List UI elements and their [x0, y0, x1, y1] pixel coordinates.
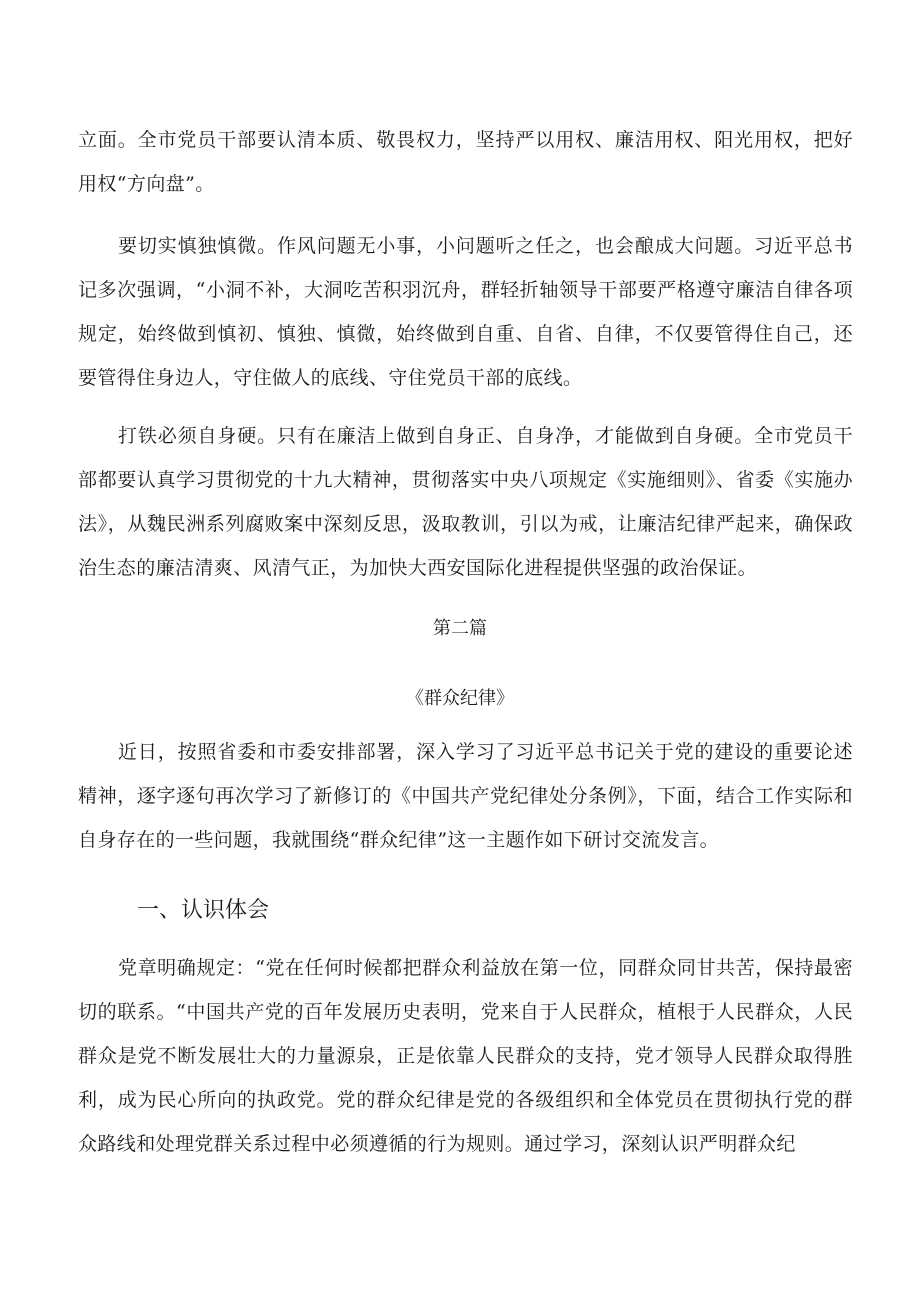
heading-understanding: 一、认识体会 [137, 898, 270, 923]
paragraph-continued: 立面。全市党员干部要认清本质、敬畏权力，坚持严以用权、廉洁用权、阳光用权，把好用权“方向盘”。 [78, 129, 853, 195]
paragraph-self-hardness: 打铁必须自身硬。只有在廉洁上做到自身正、自身净，才能做到自身硬。全市党员干部都要认真学习贯彻党的十九大精神，贯彻落实中央八项规定《实施细则》、省委《实施办法》，从魏民洲系列腐败案中深刻反思，汲取教训，引以为戒，让廉洁纪律严起来，确保政治生态的廉洁清爽、风清气正，为加快大西安国际化进程提供坚强的政治保证。 [78, 425, 853, 579]
section-title: 第二篇 [433, 618, 487, 639]
paragraph-introduction: 近日，按照省委和市委安排部署，深入学习了习近平总书记关于党的建设的重要论述精神，逐字逐句再次学习了新修订的《中国共产党纪律处分条例》，下面，结合工作实际和自身存在的一些问题，我就围绕“群众纪律”这一主题作如下研讨交流发言。 [78, 741, 853, 851]
section-subtitle: 《群众纪律》 [406, 688, 514, 709]
paragraph-party-constitution: 党章明确规定：“党在任何时候都把群众利益放在第一位，同群众同甘共苦，保持最密切的联系。“中国共产党的百年发展历史表明，党来自于人民群众，植根于人民群众，人民群众是党不断发展壮大的力量源泉，正是依靠人民群众的支持，党才领导人民群众取得胜利，成为民心所向的执政党。党的群众纪律是党的各级组织和全体党员在贯彻执行党的群众路线和处理党群关系过程中必须遵循的行为规则。通过学习，深刻认识严明群众纪 [78, 957, 853, 1155]
paragraph-self-discipline: 要切实慎独慎微。作风问题无小事，小问题听之任之，也会酿成大问题。习近平总书记多次强调，“小洞不补，大洞吃苦积羽沉舟，群轻折轴领导干部要严格遵守廉洁自律各项规定，始终做到慎初、慎独、慎微，始终做到自重、自省、自律，不仅要管得住自己，还要管得住身边人，守住做人的底线、守住党员干部的底线。 [78, 235, 853, 389]
